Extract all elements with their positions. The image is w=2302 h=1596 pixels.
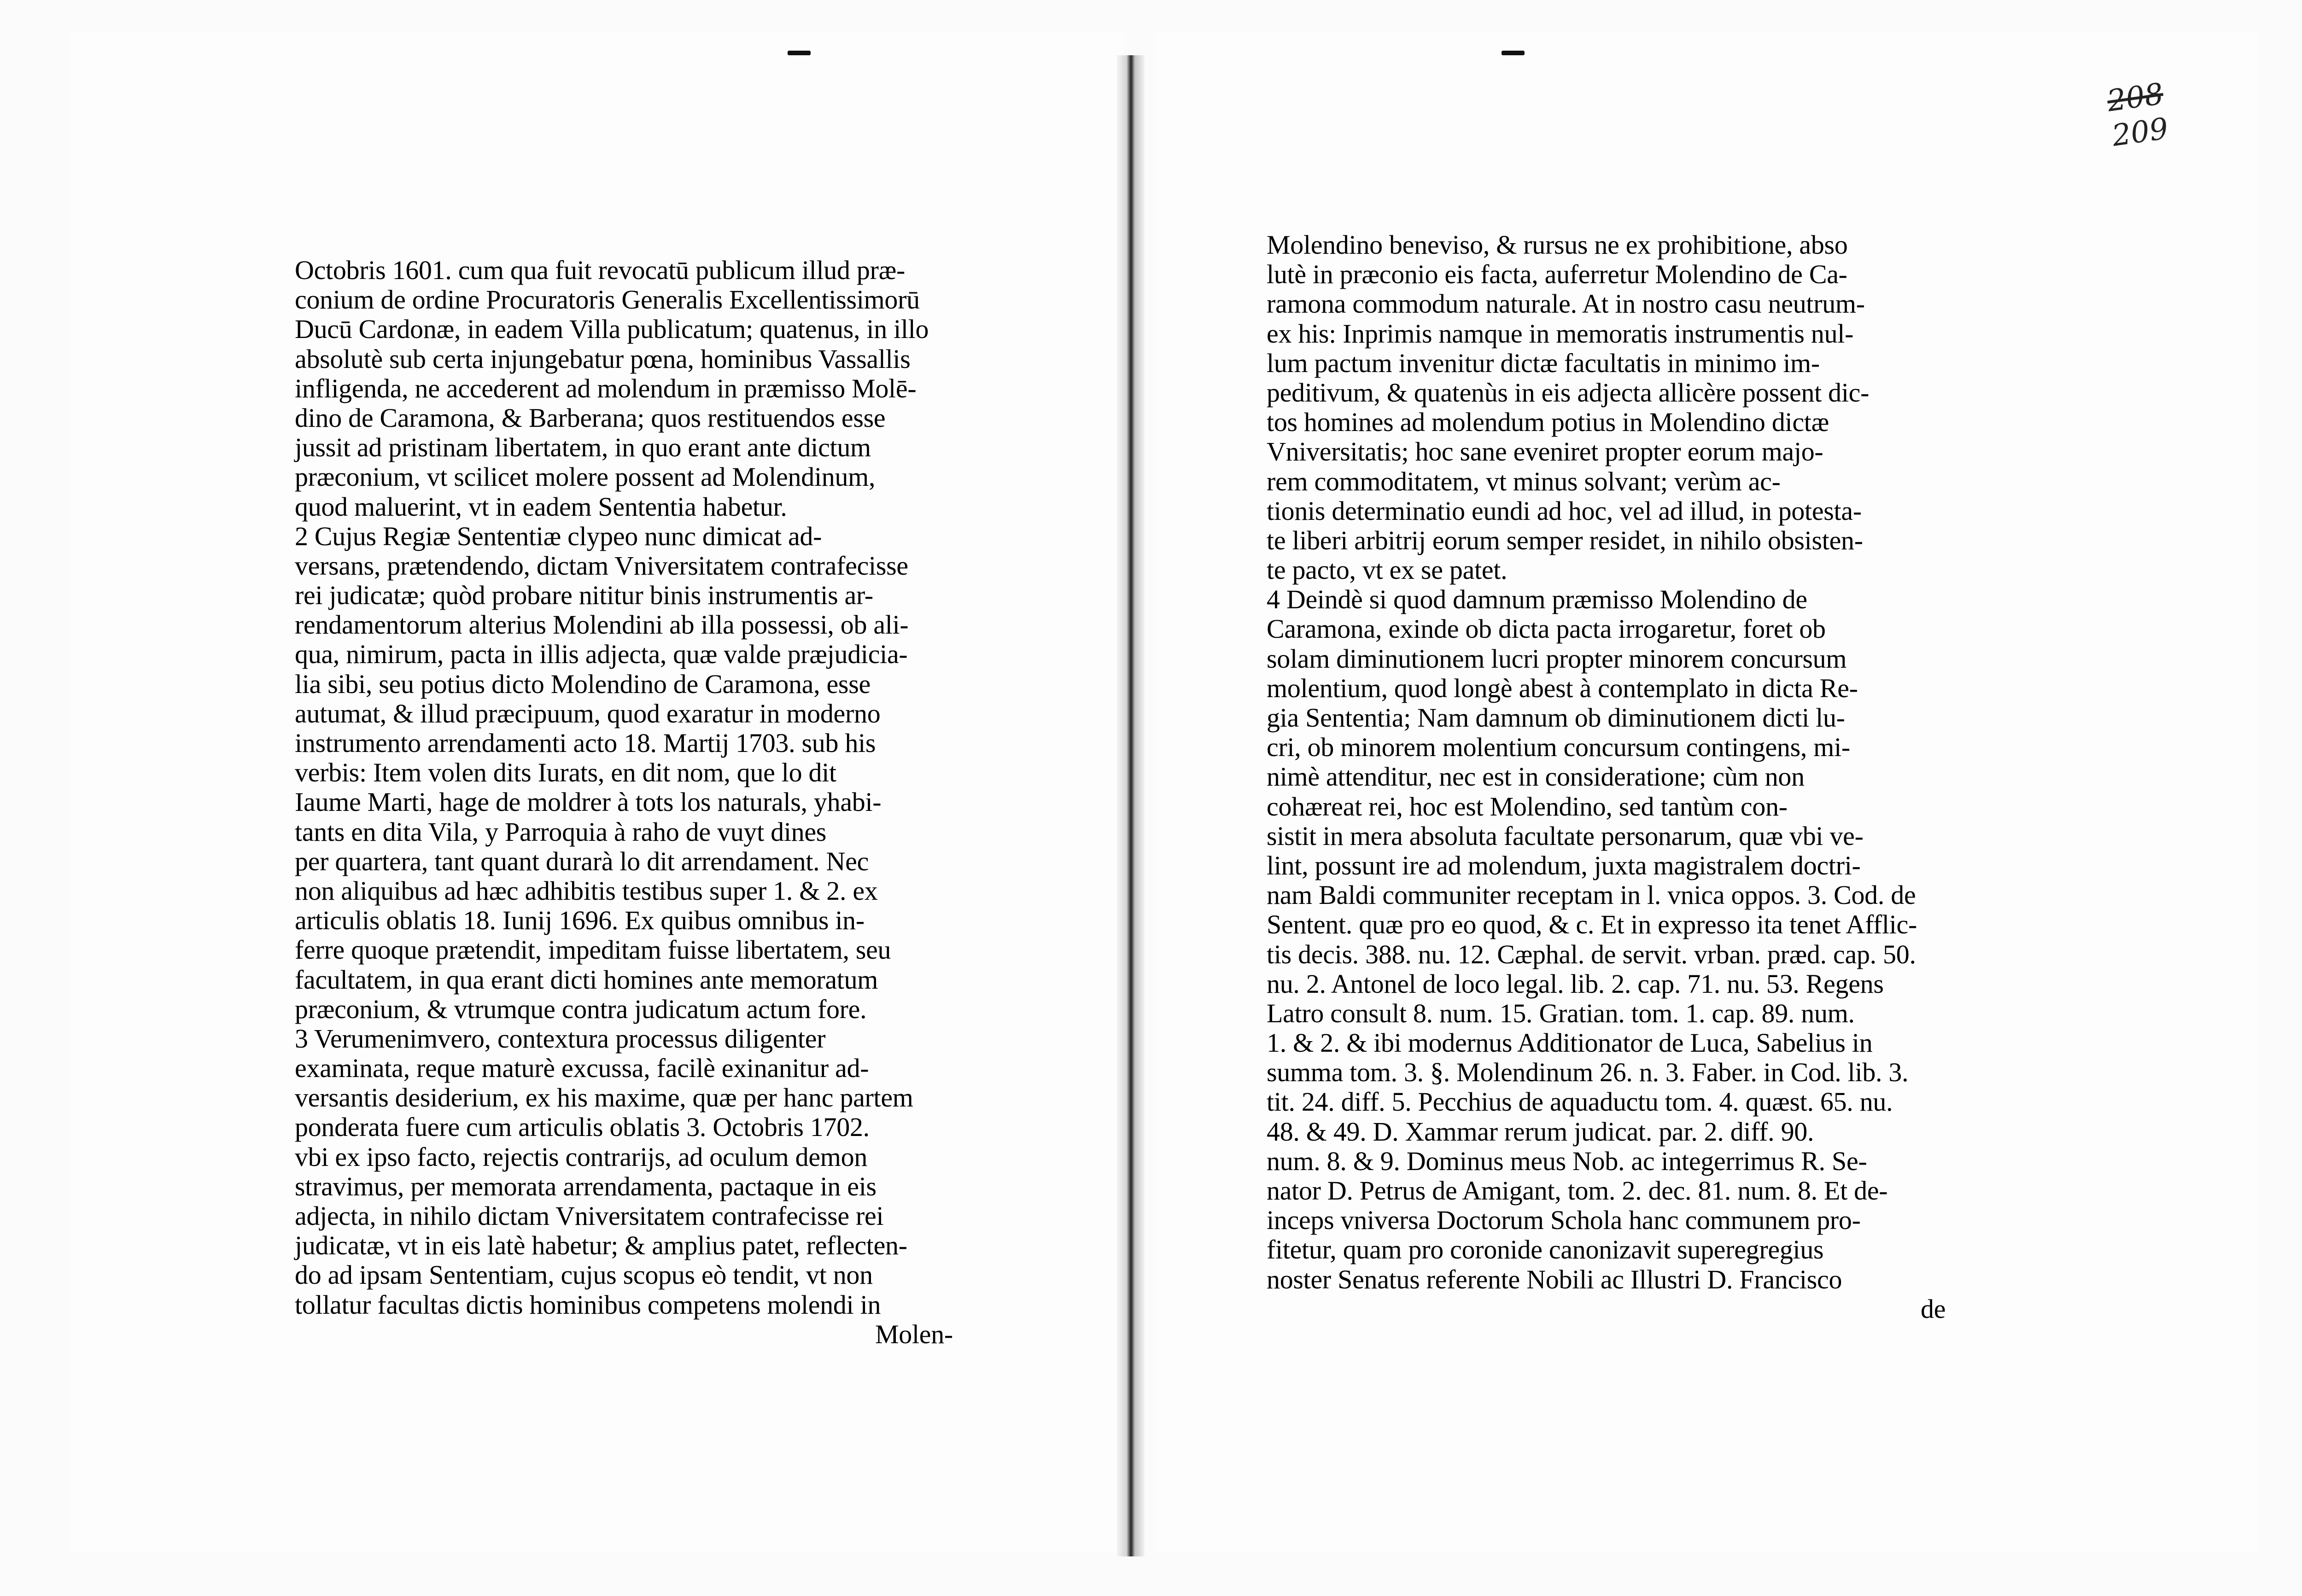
text-line: Molendino beneviso, & rursus ne ex prohibitione, abso: [1267, 230, 1848, 260]
text-line: autumat, & illud præcipuum, quod exaratur in moderno: [295, 698, 881, 728]
text-line: nam Baldi communiter receptam in l. vnica oppos. 3. Cod. de: [1267, 880, 1916, 910]
text-line: num. 8. & 9. Dominus meus Nob. ac integerrimus R. Se-: [1267, 1146, 1867, 1176]
text-line: adjecta, in nihilo dictam Vniversitatem contrafecisse rei: [295, 1201, 884, 1231]
text-line: articulis oblatis 18. Iunij 1696. Ex quibus omnibus in-: [295, 905, 865, 936]
text-line: absolutè sub certa injungebatur pœna, hominibus Vassallis: [295, 344, 911, 374]
text-line: noster Senatus referente Nobili ac Illustri D. Francisco: [1267, 1264, 1842, 1294]
text-line: lum pactum invenitur dictæ facultatis in minimo im-: [1267, 348, 1820, 378]
text-line: infligenda, ne accederent ad molendum in præmisso Molē-: [295, 373, 917, 403]
text-line: Ducū Cardonæ, in eadem Villa publicatum; quatenus, in illo: [295, 314, 929, 344]
text-line: ferre quoque prætendit, impeditam fuisse libertatem, seu: [295, 935, 891, 965]
text-line: 1. & 2. & ibi modernus Additionator de Luca, Sabelius in: [1267, 1028, 1873, 1058]
text-line: cohæreat rei, hoc est Molendino, sed tantùm con-: [1267, 791, 1788, 821]
text-line: 48. & 49. D. Xammar rerum judicat. par. 2. diff. 90.: [1267, 1116, 1814, 1147]
text-line: tants en dita Vila, y Parroquia à raho de vuyt dines: [295, 816, 827, 847]
text-line: tos homines ad molendum potius in Molendino dictæ: [1267, 407, 1829, 437]
text-line: rei judicatæ; quòd probare nititur binis instrumentis ar-: [295, 580, 873, 611]
text-line: tionis determinatio eundi ad hoc, vel ad illud, in potesta-: [1267, 495, 1862, 526]
text-line: nu. 2. Antonel de loco legal. lib. 2. cap. 71. nu. 53. Regens: [1267, 968, 1884, 999]
text-line: 4 Deindè si quod damnum præmisso Molendino de: [1267, 584, 1807, 615]
text-line: tis decis. 388. nu. 12. Cæphal. de servit. vrban. præd. cap. 50.: [1267, 939, 1916, 969]
text-line: ramona commodum naturale. At in nostro casu neutrum-: [1267, 289, 1865, 319]
text-line: fitetur, quam pro coronide canonizavit superegregius: [1267, 1235, 1824, 1265]
text-line: ponderata fuere cum articulis oblatis 3. Octobris 1702.: [295, 1112, 870, 1142]
text-line: jussit ad pristinam libertatem, in quo erant ante dictum: [295, 432, 871, 463]
text-line: nator D. Petrus de Amigant, tom. 2. dec. 81. num. 8. Et de-: [1267, 1176, 1888, 1206]
text-line: vbi ex ipso facto, rejectis contrarijs, ad oculum demon: [295, 1142, 868, 1172]
text-line: non aliquibus ad hæc adhibitis testibus super 1. & 2. ex: [295, 875, 878, 906]
text-line: lia sibi, seu potius dicto Molendino de Caramona, esse: [295, 669, 871, 699]
text-line: per quartera, tant quant durarà lo dit arrendament. Nec: [295, 846, 869, 876]
text-line: Octobris 1601. cum qua fuit revocatū publicum illud præ-: [295, 255, 905, 285]
text-line: cri, ob minorem molentium concursum contingens, mi-: [1267, 732, 1850, 763]
catchword: Molen-: [875, 1319, 953, 1349]
printer-mark: [788, 51, 811, 55]
text-line: versans, prætendendo, dictam Vniversitatem contrafecisse: [295, 550, 908, 581]
text-line: stravimus, per memorata arrendamenta, pactaque in eis: [295, 1171, 876, 1201]
text-line: 2 Cujus Regiæ Sententiæ clypeo nunc dimicat ad-: [295, 521, 822, 551]
folio-current-number: 209: [2110, 111, 2171, 153]
right-text-column: [1267, 230, 1985, 1324]
text-line: judicatæ, vt in eis latè habetur; & amplius patet, reflecten-: [295, 1230, 907, 1261]
text-line: Vniversitatis; hoc sane eveniret propter eorum majo-: [1267, 437, 1823, 467]
printer-mark: [1502, 51, 1525, 55]
text-line: Iaume Marti, hage de moldrer à tots los naturals, yhabi-: [295, 787, 882, 817]
text-line: inceps vniversa Doctorum Schola hanc communem pro-: [1267, 1205, 1861, 1235]
text-line: qua, nimirum, pacta in illis adjecta, quæ valde præjudicia-: [295, 639, 908, 670]
text-line: molentium, quod longè abest à contemplato in dicta Re-: [1267, 673, 1858, 703]
text-line: instrumento arrendamenti acto 18. Martij 1703. sub his: [295, 728, 876, 758]
text-line: Sentent. quæ pro eo quod, & c. Et in expresso ita tenet Afflic-: [1267, 909, 1917, 940]
left-text-column: [295, 256, 976, 1349]
text-line: nimè attenditur, nec est in consideratione; cùm non: [1267, 762, 1805, 792]
text-line: ex his: Inprimis namque in memoratis instrumentis nul-: [1267, 318, 1854, 349]
text-line: quod maluerint, vt in eadem Sententia habetur.: [295, 491, 787, 522]
folio-struck-number: 208: [2105, 77, 2166, 119]
text-line: rem commoditatem, vt minus solvant; verùm ac-: [1267, 466, 1781, 496]
text-line: præconium, vt scilicet molere possent ad Molendinum,: [295, 462, 876, 492]
text-line: do ad ipsam Sententiam, cujus scopus eò tendit, vt non: [295, 1260, 873, 1290]
folio-number: [2105, 73, 2197, 154]
text-line: versantis desiderium, ex his maxime, quæ per hanc partem: [295, 1083, 913, 1113]
text-line: facultatem, in qua erant dicti homines ante memoratum: [295, 964, 878, 995]
text-line: peditivum, & quatenùs in eis adjecta allicère possent dic-: [1267, 377, 1870, 408]
text-line: te pacto, vt ex se patet.: [1267, 555, 1507, 585]
text-line: lint, possunt ire ad molendum, juxta magistralem doctri-: [1267, 850, 1861, 880]
catchword: de: [1921, 1293, 1946, 1324]
text-line: gia Sententia; Nam damnum ob diminutionem dicti lu-: [1267, 703, 1845, 733]
text-line: Latro consult 8. num. 15. Gratian. tom. 1. cap. 89. num.: [1267, 998, 1855, 1028]
text-line: Caramona, exinde ob dicta pacta irrogaretur, foret ob: [1267, 614, 1826, 644]
text-line: examinata, reque maturè excussa, facilè exinanitur ad-: [295, 1053, 869, 1083]
text-line: sistit in mera absoluta facultate personarum, quæ vbi ve-: [1267, 821, 1864, 851]
text-line: dino de Caramona, & Barberana; quos restituendos esse: [295, 402, 886, 433]
text-line: tit. 24. diff. 5. Pecchius de aquaductu tom. 4. quæst. 65. nu.: [1267, 1087, 1893, 1117]
text-line: solam diminutionem lucri propter minorem concursum: [1267, 643, 1847, 674]
text-line: conium de ordine Procuratoris Generalis Excellentissimorū: [295, 285, 920, 315]
text-line: te liberi arbitrij eorum semper residet, in nihilo obsisten-: [1267, 525, 1863, 555]
text-line: tollatur facultas dictis hominibus competens molendi in: [295, 1289, 881, 1320]
book-gutter: [1117, 55, 1145, 1556]
text-line: 3 Verumenimvero, contextura processus diligenter: [295, 1023, 826, 1054]
text-line: lutè in præconio eis facta, auferretur Molendino de Ca-: [1267, 259, 1847, 290]
text-line: præconium, & vtrumque contra judicatum actum fore.: [295, 994, 867, 1024]
text-line: verbis: Item volen dits Iurats, en dit nom, que lo dit: [295, 757, 836, 788]
text-line: rendamentorum alterius Molendini ab illa possessi, ob ali-: [295, 610, 909, 640]
text-line: summa tom. 3. §. Molendinum 26. n. 3. Faber. in Cod. lib. 3.: [1267, 1057, 1909, 1088]
